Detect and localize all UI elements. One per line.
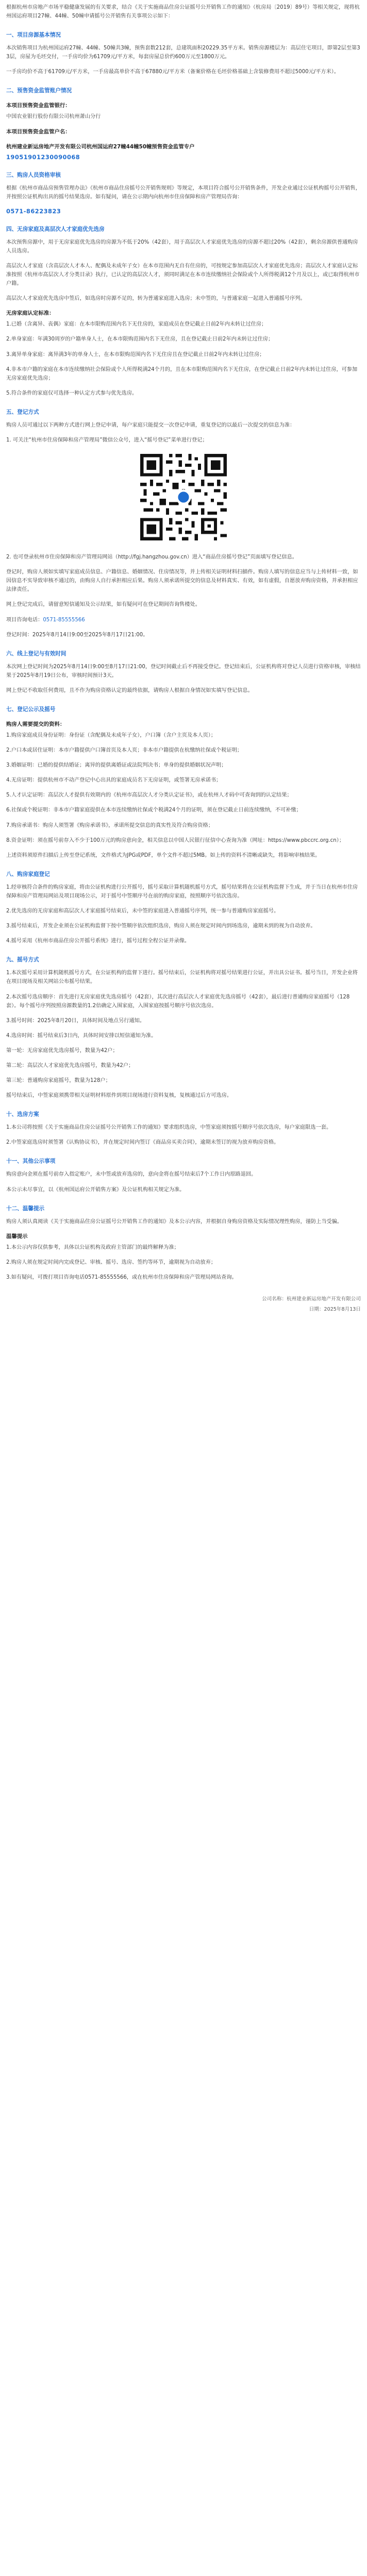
paragraph: 本公示未尽事宜，以《杭州国运府公开销售方案》及公证机构相关规定为准。 [6,1187,185,1193]
section-heading: 七、登记公示及摇号 [6,706,56,713]
tip-item: 1.本公示内容仅供参考，具体以公证机构及政府主管部门的最终解释为准； [6,1244,179,1250]
document-item: 5.人才认定证明：高层次人才提供有效期内的《杭州市高层次人才分类认定证书》，或在杭州人才码中可查询到的认定结果； [6,792,292,799]
paragraph: 1.经审核符合条件的购房家庭，将由公证机构进行公开摇号，摇号采取计算机随机摇号方式，摇号结果将在公证机构监督下生成，并于当日在杭州市住房保障和房产管理局网站及项目现场公示，对于摇号中签顺序号在前的购房家庭，按照顺序号依次选房。 [6,884,358,899]
registration-way-wechat: 1. 可关注“杭州市住房保障和房产管理局”微信公众号，进入“摇号登记”菜单进行登记； [6,437,208,443]
section-subheading: 无房家庭认定标准： [6,310,55,317]
section-household-registration [6,870,361,945]
section-subheading: 温馨提示 [6,1233,28,1240]
bank-label: 本项目预售资金监管银行： [6,103,71,109]
document-item: 3.婚姻证明：已婚的提供结婚证；离异的提供离婚证或法院判决书；单身的提供婚姻状况声明； [6,762,227,769]
section-lottery-method [6,956,361,1100]
company-name: 公司名称：杭州建业新运房地产开发有限公司 [262,1296,361,1302]
section-heading: 四、无房家庭及高层次人才家庭优先选房 [6,226,105,232]
paragraph: 本次预售房源中，用于无房家庭优先选房的房源为不低于20%（42套），用于高层次人才家庭优先选房的房源不超过20%（42套），剩余房源供普通购房人员选房。 [6,239,358,254]
qr-code-container [6,451,361,544]
paragraph: 摇号结束后，中签家庭须携带相关证明材料原件到项目现场进行资料复核，复核通过后方可选房。 [6,1093,232,1099]
criteria-item: 3.离异单身家庭：离异满3年的单身人士，在本市限购范围内名下无住房且在登记截止日前2年内未转让过住房； [6,351,265,358]
paragraph: 登记时，购房人须如实填写家庭成员信息、户籍信息、婚姻情况、住房情况等，并上传相关证明材料扫描件。购房人填写的信息应当与上传材料一致，如因信息不实导致审核不通过的，由购房人自行承担相应后果。购房人须承诺所提交的信息及材料真实、有效，如有虚假，自愿放弃购房资格，并承担相应法律责任。 [6,569,358,593]
section-heading: 五、登记方式 [6,409,39,415]
lottery-round: 第二轮：高层次人才家庭优先选房摇号，数量为42户； [6,1062,134,1069]
paragraph: 一手房均价不高于61709元/平方米，一手房最高单价不高于67880元/平方米（备案价格在毛坯价格基础上含装修费用不超过5000元/平方米）。 [6,69,340,75]
criteria-item: 2.单身家庭：年满30周岁的户籍单身人士，在本市限购范围内名下无住房，且在登记截止日前2年内未转让过住房； [6,336,274,343]
hotline-line [6,616,361,624]
paragraph: 4.摇号采用《杭州市商品住房公开摇号系统》进行，摇号过程全程公证并录像。 [6,938,190,944]
inquiry-phone: 0571-86223823 [6,207,61,215]
registration-period: 登记时间：2025年8月14日9:00至2025年8月17日21:00。 [6,632,148,638]
lottery-round: 第三轮：普通购房家庭摇号，数量为128户； [6,1078,111,1084]
section-online-registration [6,650,361,695]
paragraph: 1.本公司将按照《关于实施商品住房公证摇号公开销售工作的通知》要求组织选房，中签家庭须按摇号顺序号依次选房，每户家庭限选一套。 [6,1125,332,1131]
paragraph: 本次销售项目为杭州国运府27幢、44幢、50幢共3幢，预售套数212套，总建筑面积20229.35平方米。销售房源楼层为：高层住宅项目，即第2层至第33层，房屋为毛坯交付，一手房均价为61709元/平方米，每套房屋总价约600万元至1800万元。 [6,45,360,60]
document-item: 1.购房家庭成员身份证明：身份证（含配偶及未成年子女），户口簿（含户主页及本人页）； [6,733,216,738]
paragraph: 购房人须认真阅读《关于实施商品住房公证摇号公开销售工作的通知》及本公示内容，并根据自身购房资格及实际情况理性购房，谨防上当受骗。 [6,1218,342,1225]
section-other-matters [6,1157,361,1194]
section-heading: 十二、温馨提示 [6,1205,45,1212]
publish-date: 日期：2025年8月13日 [309,1307,361,1312]
tip-item: 3.如有疑问，可拨打项目咨询电话0571-85555566，或在杭州市住房保障和房产管理局网站查询。 [6,1274,237,1280]
paragraph: 3.摇号时间：2025年8月20日，具体时间及地点另行通知。 [6,1018,145,1024]
paragraph: 网上登记不收取任何费用，且不作为购房资格认定的最终依据，请购房人根据自身情况如实填写登记信息。 [6,687,253,693]
hotline-label: 项目咨询电话： [6,617,43,623]
document-item: 2.户口本或居住证明：本市户籍提供户口簿首页及本人页；非本市户籍提供在杭缴纳社保或个税证明； [6,748,242,754]
section-heading: 三、购房人员资格审核 [6,172,61,178]
section-heading: 二、预售资金监管账户情况 [6,88,72,94]
registration-way-website: 2. 也可登录杭州市住房保障和房产管理局网站（http://fgj.hangzhou.gov.cn）进入“商品住房摇号登记”页面填写登记信息。 [6,554,297,561]
section-project-info [6,31,361,76]
criteria-item: 1.已婚（含离异、丧偶）家庭：在本市限购范围内名下无住房的，家庭成员在登记截止日前2年内未转让过住房； [6,321,267,328]
section-selection-plan [6,1110,361,1147]
paragraph: 2.本次摇号选房顺序：首先进行无房家庭优先选房摇号（42套），其次进行高层次人才家庭优先选房摇号（42套），最后进行普通购房家庭摇号（128套）。每个摇号序列按照房源数量的1.2倍确定入围家庭，入围家庭按摇号顺序号依次选房。 [6,994,350,1009]
criteria-item: 4.非本市户籍的家庭在本市连续缴纳社会保险或个人所得税满24个月的，且在本市限购范围内名下无住房，在登记截止日前2年内未转让过住房，可参加无房家庭优先选房； [6,366,358,381]
document-item: 8.资金证明：须在摇号前存入不少于100万元的购房意向金，相关信息以中国人民银行征信中心查询为准（网址：https://www.pbccrc.org.cn）； [6,837,345,843]
section-heading: 六、线上登记与有效时间 [6,650,66,657]
hotline-number[interactable]: 0571-85555566 [43,617,85,623]
section-priority-selection [6,225,361,303]
section-subheading: 购房人需要提交的资料： [6,721,65,727]
section-heading: 九、摇号方式 [6,957,39,963]
paragraph: 2.优先选房的无房家庭和高层次人才家庭摇号结束后，未中签的家庭进入普通摇号序列，统一参与普通购房家庭摇号。 [6,908,279,914]
document-item: 7.购房承诺书：购房人须签署《购房承诺书》，承诺所提交信息的真实性及符合购房资格； [6,822,213,828]
paragraph: 4.选房时间：摇号结束后3日内，具体时间安排以短信通知为准。 [6,1032,157,1039]
criteria-item: 5.符合条件的家庭仅可选择一种认定方式参与优先选房。 [6,390,138,396]
paragraph: 高层次人才家庭优先选房中签后，如选房时房源不足的，转为普通家庭进入选房；未中签的，与普通家庭一起进入普通摇号序列。 [6,296,306,302]
section-heading: 八、购房家庭登记 [6,871,50,877]
bank-name: 中国农业银行股份有限公司杭州萧山分行 [6,114,101,120]
section-heading: 十、选房方案 [6,1111,39,1118]
account-name-label: 本项目预售资金监管户名： [6,128,71,135]
account-name: 杭州建业新运房地产开发有限公司杭州国运府27幢44幢50幢预售资金监管专户 [6,143,195,150]
paragraph: 高层次人才家庭（含高层次人才本人、配偶及未成年子女）在本市范围内无自有住房的，可按规定参加高层次人才家庭优先选房；高层次人才家庭认定标准按照《杭州市高层次人才分类目录》执行，已认定的高层次人才，须同时满足在本市连续缴纳社会保险或个人所得税满12个月及以上，或已取得杭州市户籍。 [6,263,360,287]
section-reminders [6,1205,361,1282]
footer-signature [6,1295,361,1314]
paragraph: 上述资料须原件扫描后上传至登记系统，文件格式为JPG或PDF，单个文件不超过5MB。如上传的资料不清晰或缺失，将影响审核结果。 [6,852,321,858]
section-escrow-account [6,87,361,160]
section-no-house-criteria [6,309,361,398]
section-heading: 十一、其他公示事项 [6,1158,56,1165]
paragraph: 购房意向金须在摇号前存入指定账户，未中签或放弃选房的，意向金将在摇号结束后7个工作日内原路退回。 [6,1172,257,1178]
paragraph: 根据《杭州市商品房预售管理办法》《杭州市商品住房摇号公开销售规则》等规定，本项目符合摇号公开销售条件，开发企业通过公证机构摇号公开销售，并按照公证机构出具的摇号结果选房。如有疑问，请在公示期内向杭州市住房保障和房产管理局咨询： [6,185,361,200]
paragraph: 3.摇号结束后，开发企业须在公证机构监督下按中签顺序依次组织选房，购房人须在规定时间内到场选房，逾期未到的视为自动放弃。 [6,923,316,929]
section-heading: 一、项目房源基本情况 [6,32,61,39]
document-item: 4.无房证明：提供杭州市不动产登记中心出具的家庭成员名下无房证明，或签署无房承诺书； [6,777,222,784]
paragraph: 本次网上登记时间为2025年8月14日9:00至8月17日21:00，登记时间截止后不再接受登记。登记结束后，公证机构将对登记人员进行资格审核，审核结果于2025年8月19日公布，审核时间预计3天。 [6,664,361,679]
tip-item: 2.购房人须在规定时间内完成登记、审核、摇号、选房、签约等环节，逾期视为自动放弃； [6,1259,216,1265]
section-registration-method [6,408,361,639]
paragraph: 1.本次摇号采用计算机随机摇号方式，在公证机构的监督下进行。摇号结束后，公证机构将对摇号结果进行公证，并出具公证书。摇号当日，开发企业将在项目现场及相关网站公布摇号结果。 [6,970,358,985]
intro-paragraph: 根据杭州市房地产市场平稳健康发展的有关要求，结合《关于实施商品住房公证摇号公开销售工作的通知》（杭房局〔2019〕89号）等相关规定，现将杭州国运府项目27幢、44幢、50幢申请摇号公开销售有关事项公示如下： [6,5,360,20]
account-number: 19051901230090068 [6,153,80,161]
section-eligibility [6,171,361,215]
paragraph: 网上登记完成后，请留意短信通知及公示结果，如有疑问可在登记期间咨询售楼处。 [6,602,201,608]
paragraph: 购房人员可通过以下两种方式进行网上登记申请，每户家庭只能提交一次登记申请，重复登记的以最后一次提交的信息为准： [6,422,295,428]
document-item: 6.社保或个税证明：非本市户籍家庭提供在本市连续缴纳社保或个税满24个月的证明，须在登记截止日前连续缴纳，不可补缴； [6,807,302,814]
qr-code-icon[interactable] [137,451,230,544]
paragraph: 2.中签家庭选房时须签署《认购协议书》，并在规定时间内签订《商品房买卖合同》，逾期未签订的视为放弃购房资格。 [6,1140,279,1146]
section-required-documents [6,705,361,860]
lottery-round: 第一轮：无房家庭优先选房摇号，数量为42户； [6,1047,118,1054]
